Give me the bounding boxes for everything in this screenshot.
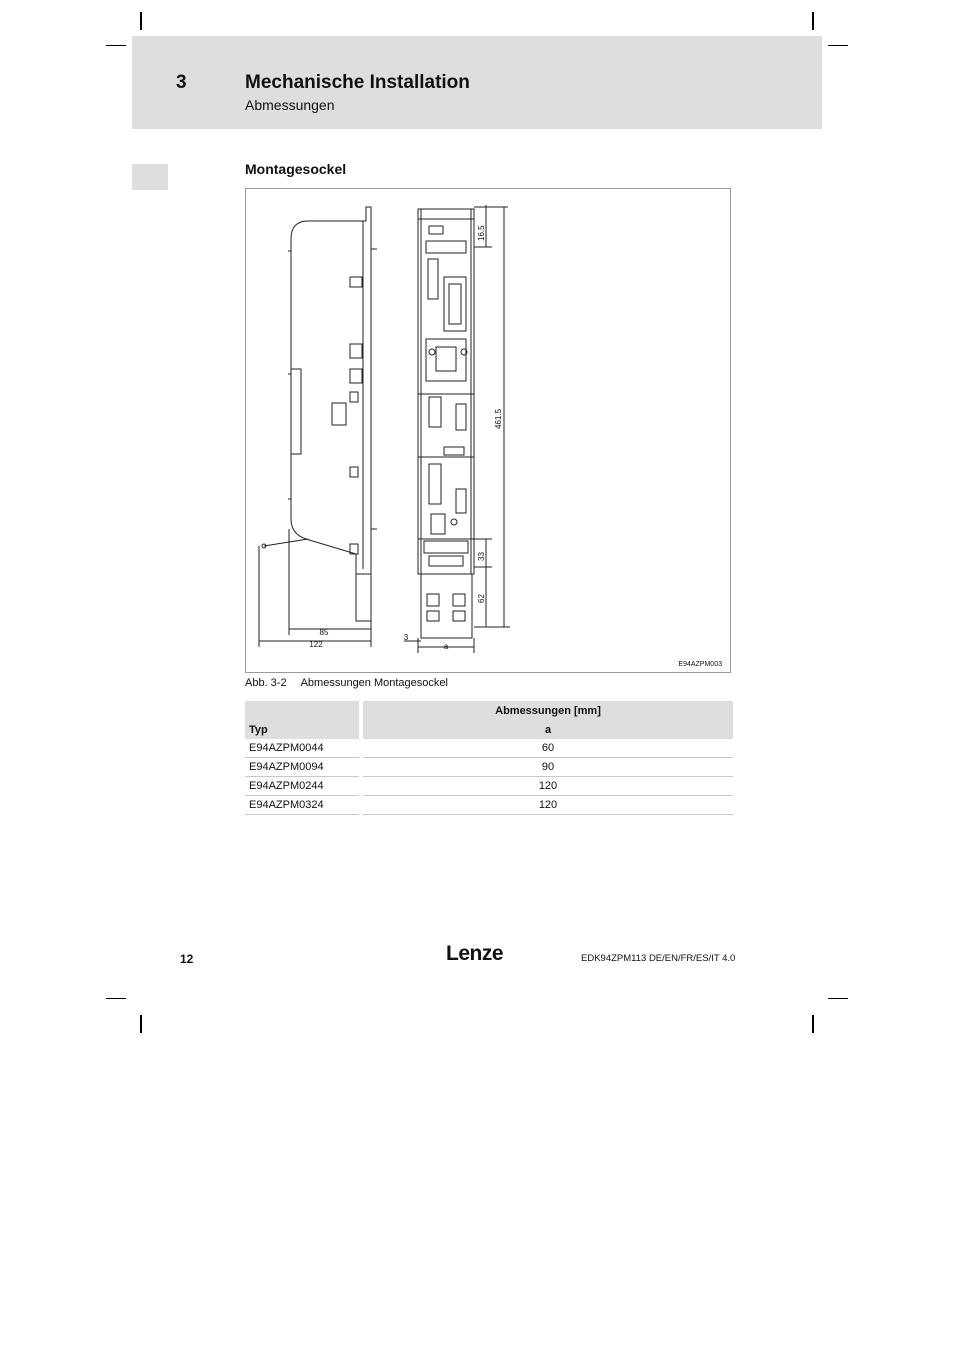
table-header-row [245, 720, 733, 739]
table-row [245, 796, 733, 815]
document-id: EDK94ZPM113 DE/EN/FR/ES/IT 4.0 [581, 953, 736, 964]
cell-a: 60 [363, 739, 733, 758]
crop-mark [828, 45, 848, 46]
crop-mark [140, 1015, 142, 1033]
crop-mark [812, 1015, 814, 1033]
crop-mark [140, 12, 142, 30]
page-number: 12 [180, 952, 194, 966]
dimensions-table [245, 701, 733, 815]
chapter-number: 3 [176, 72, 187, 93]
dim-label-3: 3 [403, 633, 409, 642]
section-title: Montagesockel [245, 161, 347, 177]
dim-label-85: 85 [319, 628, 329, 637]
column-header-typ: Typ [245, 720, 359, 739]
cell-typ: E94AZPM0244 [245, 777, 359, 796]
cell-typ: E94AZPM0094 [245, 758, 359, 777]
caption-text: Abmessungen Montagesockel [300, 677, 448, 689]
dim-label-33: 33 [477, 552, 486, 561]
lenze-logo: Lenze [446, 942, 504, 965]
chapter-side-tab [132, 164, 168, 190]
chapter-subtitle: Abmessungen [245, 97, 335, 113]
dim-label-122: 122 [309, 640, 323, 649]
figure-drawing [245, 188, 731, 673]
chapter-header-band [132, 36, 822, 129]
dim-label-62: 62 [477, 594, 486, 603]
crop-mark [106, 45, 126, 46]
figure-code: E94AZPM003 [678, 661, 722, 668]
crop-mark [106, 998, 126, 999]
column-header-a: a [363, 720, 733, 739]
table-group-header: Abmessungen [mm] [363, 701, 733, 720]
cell-a: 120 [363, 777, 733, 796]
figure-caption [245, 677, 448, 689]
technical-drawing [246, 189, 732, 674]
table-row [245, 758, 733, 777]
cell-a: 90 [363, 758, 733, 777]
table-row [245, 777, 733, 796]
cell-typ: E94AZPM0044 [245, 739, 359, 758]
caption-label: Abb. 3-2 [245, 677, 287, 689]
cell-a: 120 [363, 796, 733, 815]
chapter-title: Mechanische Installation [245, 72, 470, 93]
dim-label-a: a [443, 642, 449, 651]
cell-typ: E94AZPM0324 [245, 796, 359, 815]
dim-label-461-5: 461.5 [494, 408, 503, 429]
crop-mark [812, 12, 814, 30]
table-row [245, 739, 733, 758]
table-header-row [245, 701, 733, 720]
dim-label-16-5: 16.5 [477, 225, 486, 241]
crop-mark [828, 998, 848, 999]
